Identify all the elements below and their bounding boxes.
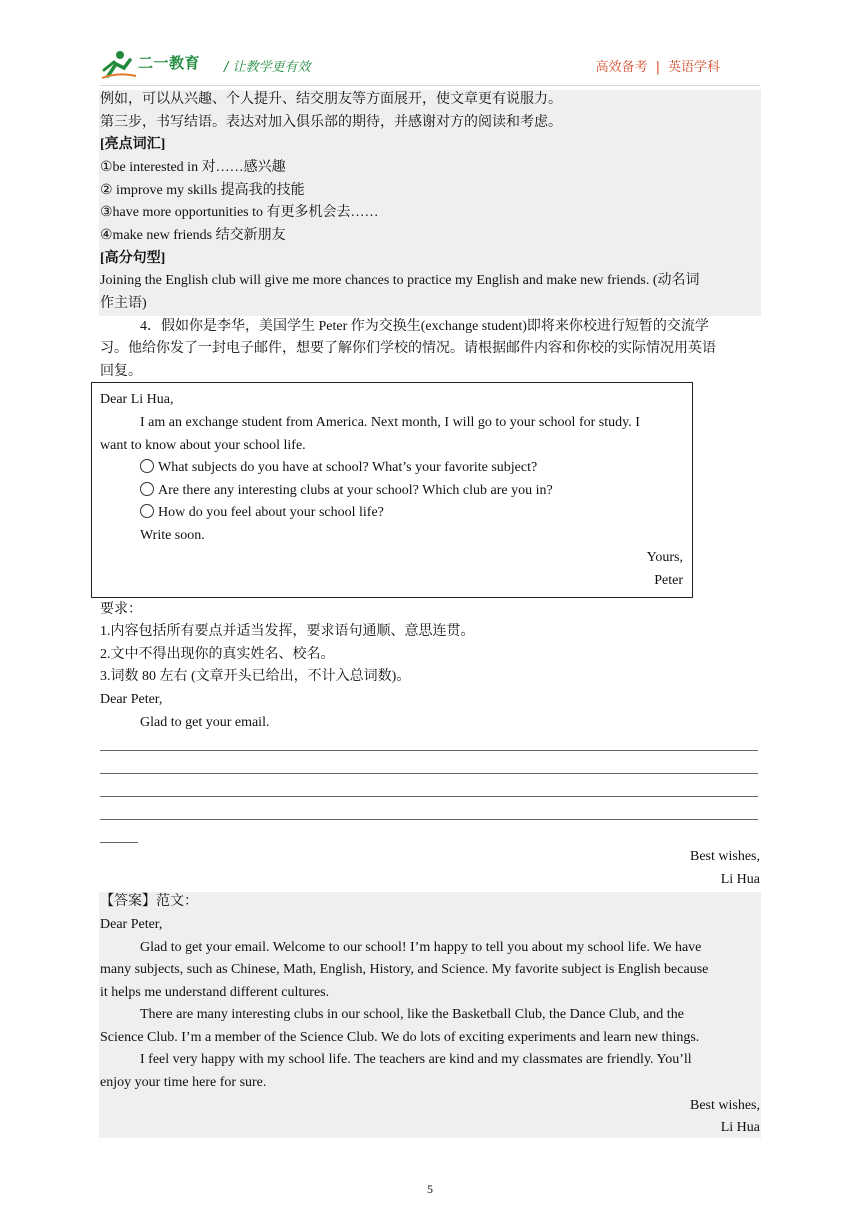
sentence-line-1: Joining the English club will give me more chances to practice my English and make new friends. (动名词 (100, 273, 700, 288)
letter-body-line-1: I am an exchange student from America. Next month, I will go to your school for study. I (140, 415, 640, 430)
letter-write-soon: Write soon. (140, 528, 205, 543)
answer-p2-line-1: There are many interesting clubs in our school, like the Basketball Club, the Dance Club, and the (140, 1007, 684, 1022)
analysis-line-1: 例如，可以从兴趣、个人提升、结交朋友等方面展开，使文章更有说服力。 (100, 92, 562, 107)
writing-line (100, 796, 758, 797)
reply-opening: Glad to get your email. (140, 715, 270, 730)
vocab-item: ② improve my skills 提高我的技能 (100, 183, 305, 198)
letter-question-1 (100, 458, 537, 478)
answer-greeting: Dear Peter, (100, 917, 163, 932)
question-line-2: 习。他给你发了一封电子邮件，想要了解你们学校的情况。请根据邮件内容和你校的实际情况用英语 (100, 341, 716, 356)
answer-p3-line-2: enjoy your time here for sure. (100, 1075, 267, 1090)
letter-signature: Peter (654, 573, 683, 588)
letter-greeting: Dear Li Hua, (100, 392, 174, 407)
page-number: 5 (427, 1182, 433, 1196)
header-right (596, 56, 720, 75)
letter-question-text: How do you feel about your school life? (158, 505, 384, 520)
answer-signature: Li Hua (720, 1120, 760, 1135)
header-label-prep: 高效备考 (595, 60, 648, 75)
reply-signature: Li Hua (720, 872, 760, 887)
requirements-title: 要求： (100, 602, 142, 617)
requirement-item: 1.内容包括所有要点并适当发挥，要求语句通顺、意思连贯。 (100, 624, 475, 639)
writing-line-short (100, 842, 138, 843)
requirement-item: 3.词数 80 左右 (文章开头已给出，不计入总词数)。 (100, 669, 411, 684)
header-divider (100, 85, 760, 86)
header-label-subject: 英语学科 (667, 60, 720, 75)
circle-bullet-icon (140, 504, 154, 518)
answer-p1-line-2: many subjects, such as Chinese, Math, English, History, and Science. My favorite subject is English because (100, 962, 709, 977)
writing-line (100, 750, 758, 751)
circle-bullet-icon (140, 459, 154, 473)
vocab-item: ①be interested in 对……感兴趣 (100, 160, 286, 175)
letter-question-text: Are there any interesting clubs at your school? Which club are you in? (158, 483, 553, 498)
question-line-3: 回复。 (100, 364, 142, 379)
answer-closing: Best wishes, (690, 1098, 760, 1113)
page-header (100, 44, 760, 80)
answer-p1-line-3: it helps me understand different cultures. (100, 985, 330, 1000)
circle-bullet-icon (140, 482, 154, 496)
logo-text: 二一教育 (138, 54, 201, 72)
answer-p1-line-1: Glad to get your email. Welcome to our school! I’m happy to tell you about my school life. We have (140, 940, 702, 955)
vocab-title: [亮点词汇] (100, 137, 166, 152)
letter-question-2 (100, 481, 553, 501)
requirement-item: 2.文中不得出现你的真实姓名、校名。 (100, 647, 335, 662)
tagline: / 让教学更有效 (224, 60, 311, 75)
reply-closing: Best wishes, (690, 849, 760, 864)
vocab-item: ④make new friends 结交新朋友 (100, 228, 286, 243)
answer-p2-line-2: Science Club. I’m a member of the Science Club. We do lots of exciting experiments and learn new things. (100, 1030, 700, 1045)
reply-greeting: Dear Peter, (100, 692, 163, 707)
header-separator: | (655, 60, 660, 75)
question-line-1: 4．假如你是李华，美国学生 Peter 作为交换生(exchange student)即将来你校进行短暂的交流学 (140, 319, 709, 334)
sentence-title: [高分句型] (100, 251, 166, 266)
writing-line (100, 819, 758, 820)
analysis-line-2: 第三步，书写结语。表达对加入俱乐部的期待，并感谢对方的阅读和考虑。 (100, 115, 562, 130)
letter-question-text: What subjects do you have at school? What’s your favorite subject? (158, 460, 538, 475)
letter-body-line-2: want to know about your school life. (100, 438, 306, 453)
answer-label: 【答案】范文： (100, 894, 198, 909)
letter-question-3 (100, 503, 384, 523)
letter-closing: Yours, (646, 550, 683, 565)
vocab-item: ③have more opportunities to 有更多机会去…… (100, 205, 379, 220)
sentence-line-2: 作主语) (100, 296, 147, 311)
writing-line (100, 773, 758, 774)
answer-p3-line-1: I feel very happy with my school life. The teachers are kind and my classmates are friendly. You’ll (140, 1052, 692, 1067)
